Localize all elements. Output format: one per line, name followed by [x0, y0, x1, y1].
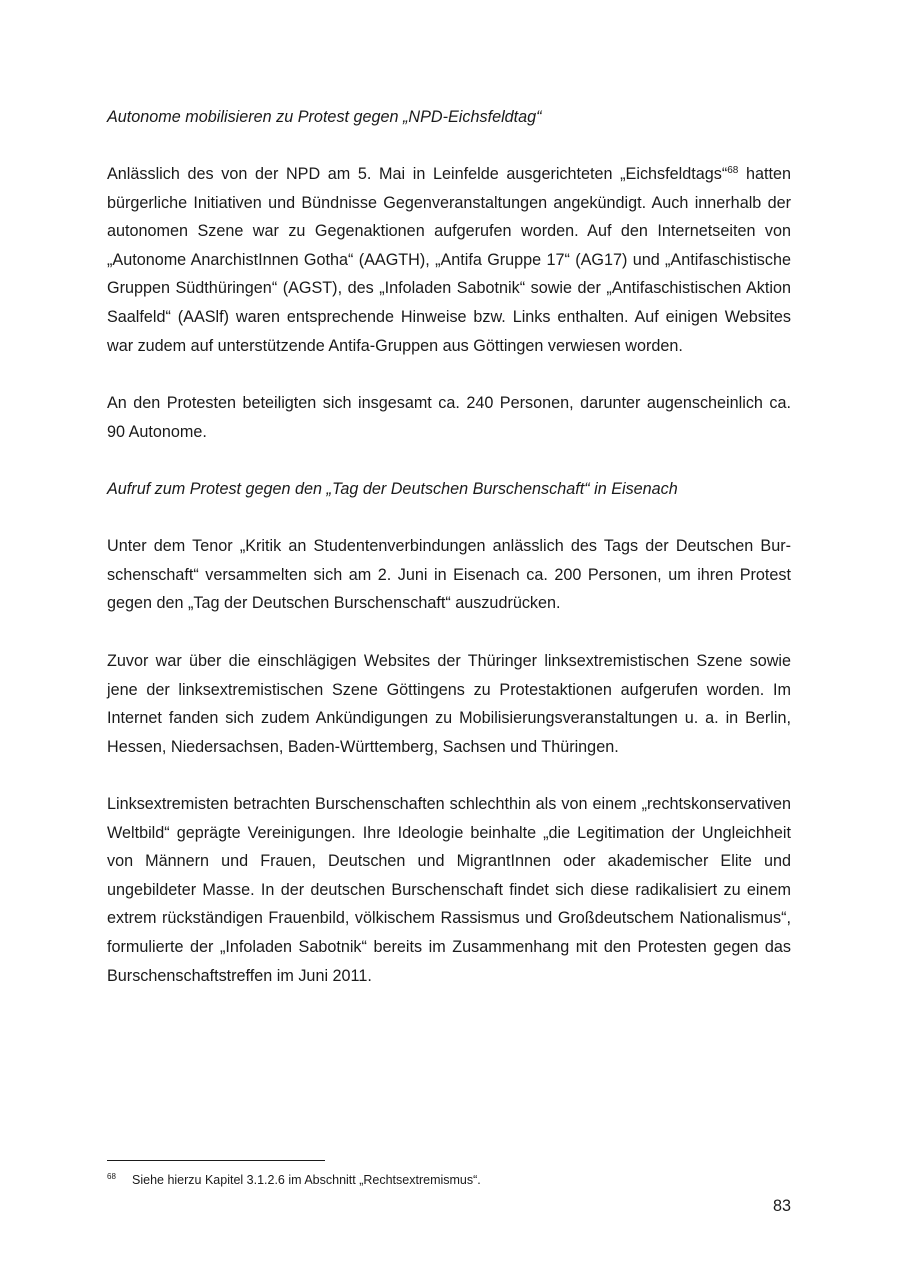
page-number: 83: [772, 1197, 791, 1215]
section-heading-npd-eichsfeldtag: Autonome mobilisieren zu Protest gegen „NPD-Eichsfeldtag“: [107, 108, 542, 126]
footnote-separator: [107, 1160, 325, 1161]
paragraph-mobilization: Zuvor war über die einschlägigen Websites der Thüringer linksextremistischen Szene sowie jene der linksextremistischen Szene Göttingens zu Protestaktionen aufgerufen worden. Im Internet fanden sich zudem Ankündigungen zu Mobilisierungsveranstaltungen u. a. in Berlin, Hessen, Niedersachsen, Baden-Württemberg, Sachsen und Thüringen.: [107, 652, 791, 756]
paragraph-eisenach-protest: Unter dem Tenor „Kritik an Studentenverbindungen anlässlich des Tags der Deutschen Burschenschaft“ versammelten sich am 2. Juni in Eisenach ca. 200 Personen, um ihren Protest gegen den „Tag der Deutschen Burschenschaft“ auszudrücken.: [107, 537, 791, 613]
footnote-text: Siehe hierzu Kapitel 3.1.2.6 im Abschnitt „Rechtsextremismus“.: [132, 1173, 481, 1187]
footnote-reference[interactable]: 68: [727, 165, 739, 176]
paragraph-text-start: Anlässlich des von der NPD am 5. Mai in Leinfelde ausgerichteten „Eichsfeldtags“: [107, 165, 728, 183]
paragraph-eichsfeldtag-protest: [107, 160, 791, 360]
footnote-number: 68: [107, 1172, 116, 1181]
section-heading-burschenschaft: Aufruf zum Protest gegen den „Tag der Deutschen Burschenschaft“ in Eisenach: [107, 480, 678, 498]
footnote: [107, 1168, 791, 1189]
paragraph-participants: An den Protesten beteiligten sich insgesamt ca. 240 Personen, darunter augenscheinlich ca. 90 Autonome.: [107, 394, 791, 441]
paragraph-burschenschaften-ideology: Linksextremisten betrachten Burschenschaften schlechthin als von einem „rechtskonservativen Weltbild“ geprägte Vereinigungen. Ihre Ideologie beinhalte „die Legitimation der Ungleichheit von Männern und Frauen, Deutschen und MigrantInnen oder akademischer Elite und ungebildeter Masse. In der deutschen Burschenschaft findet sich diese radikalisiert zu einem extrem rückständigen Frauenbild, völkischem Rassismus und Großdeutschem Nationalismus“, formulierte der „Infoladen Sabotnik“ bereits im Zusammenhang mit den Protesten gegen das Burschenschaftstreffen im Juni 2011.: [107, 795, 791, 985]
paragraph-text-rest: hatten bürgerliche Initiativen und Bündnisse Gegenveranstaltungen angekündigt. Auch innerhalb der autonomen Szene war zu Gegenaktionen aufgerufen worden. Auf den Internetseiten von „Autonome AnarchistInnen Gotha“ (AAGTH), „Antifa Gruppe 17“ (AG17) und „Antifaschistische Gruppen Südthüringen“ (AGST), des „Infoladen Sabotnik“ sowie der „Antifaschistischen Aktion Saalfeld“ (AASlf) waren entsprechende Hinweise bzw. Links enthalten. Auf einigen Websites war zudem auf unterstützende Antifa-Gruppen aus Göttingen verwiesen worden.: [107, 165, 791, 355]
